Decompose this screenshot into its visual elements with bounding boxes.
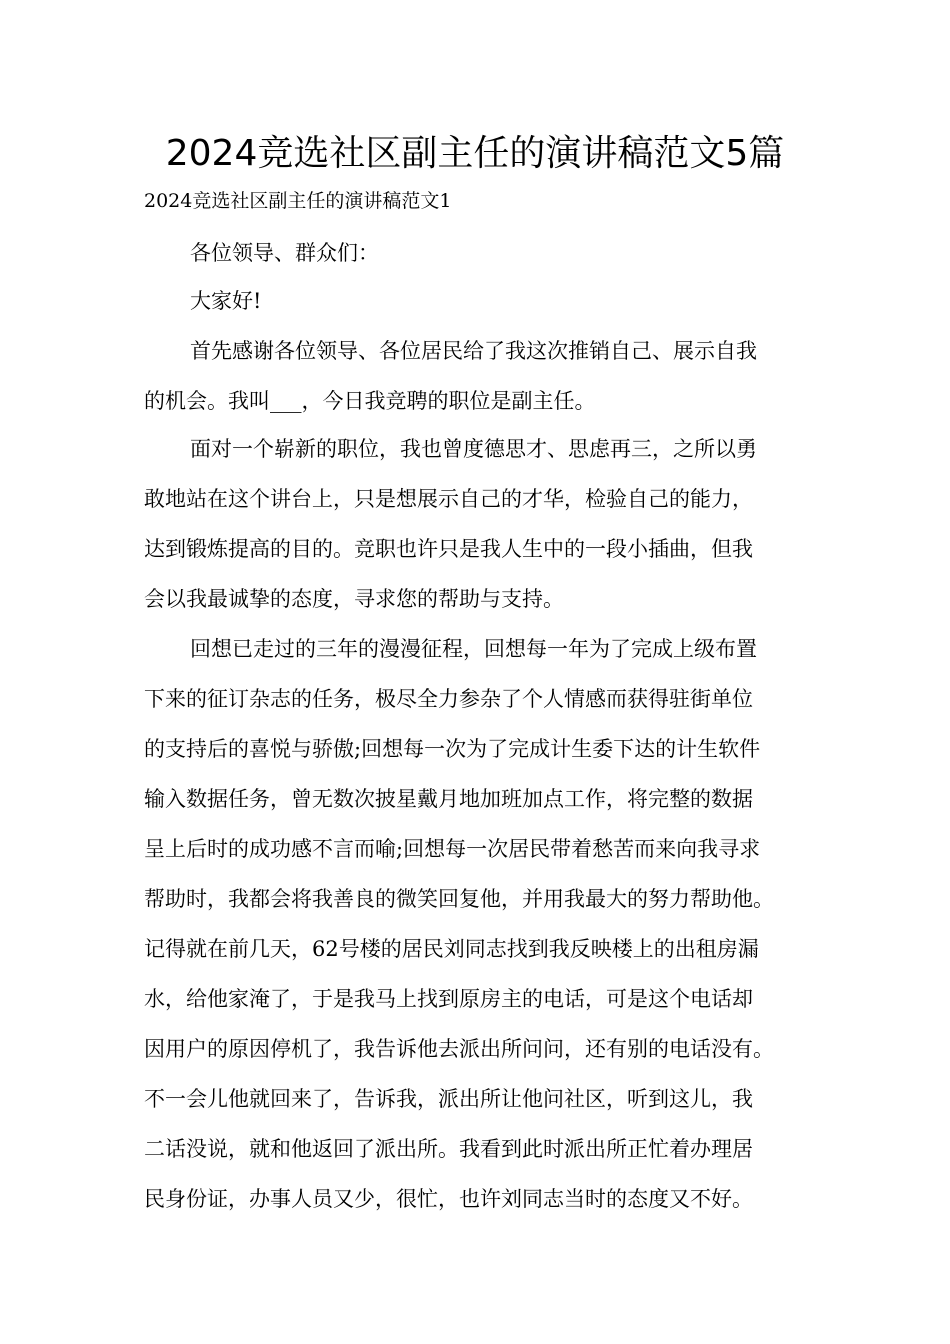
text-line: 下来的征订杂志的任务，极尽全力参杂了个人情感而获得驻街单位 [144, 687, 753, 711]
text-line: 会以我最诚挚的态度，寻求您的帮助与支持。 [144, 587, 564, 611]
text-line: 的机会。我叫___，今日我竞聘的职位是副主任。 [144, 389, 596, 413]
document-subtitle: 2024竞选社区副主任的演讲稿范文1 [144, 190, 452, 212]
text-line: 呈上后时的成功感不言而喻;回想每一次居民带着愁苦而来向我寻求 [144, 837, 761, 861]
text-line: 记得就在前几天，62号楼的居民刘同志找到我反映楼上的出租房漏 [144, 937, 759, 961]
text-line: 敢地站在这个讲台上，只是想展示自己的才华，检验自己的能力， [144, 487, 753, 511]
text-line: 大家好! [190, 289, 262, 313]
text-line: 达到锻炼提高的目的。竞职也许只是我人生中的一段小插曲，但我 [144, 537, 753, 561]
text-line: 面对一个崭新的职位，我也曾度德思才、思虑再三，之所以勇 [190, 437, 757, 461]
text-line: 的支持后的喜悦与骄傲;回想每一次为了完成计生委下达的计生软件 [144, 737, 761, 761]
document-title: 2024竞选社区副主任的演讲稿范文5篇 [165, 133, 785, 174]
text-line: 因用户的原因停机了，我告诉他去派出所问问，还有别的电话没有。 [144, 1037, 774, 1061]
text-line: 各位领导、群众们： [190, 241, 379, 265]
text-line: 二话没说，就和他返回了派出所。我看到此时派出所正忙着办理居 [144, 1137, 753, 1161]
text-line: 回想已走过的三年的漫漫征程，回想每一年为了完成上级布置 [190, 637, 757, 661]
text-line: 首先感谢各位领导、各位居民给了我这次推销自己、展示自我 [190, 339, 757, 363]
text-line: 不一会儿他就回来了，告诉我，派出所让他问社区，听到这儿，我 [144, 1087, 753, 1111]
text-line: 输入数据任务，曾无数次披星戴月地加班加点工作，将完整的数据 [144, 787, 753, 811]
text-line: 水，给他家淹了，于是我马上找到原房主的电话，可是这个电话却 [144, 987, 753, 1011]
text-line: 民身份证，办事人员又少，很忙，也许刘同志当时的态度又不好。 [144, 1187, 753, 1211]
text-line: 帮助时，我都会将我善良的微笑回复他，并用我最大的努力帮助他。 [144, 887, 774, 911]
